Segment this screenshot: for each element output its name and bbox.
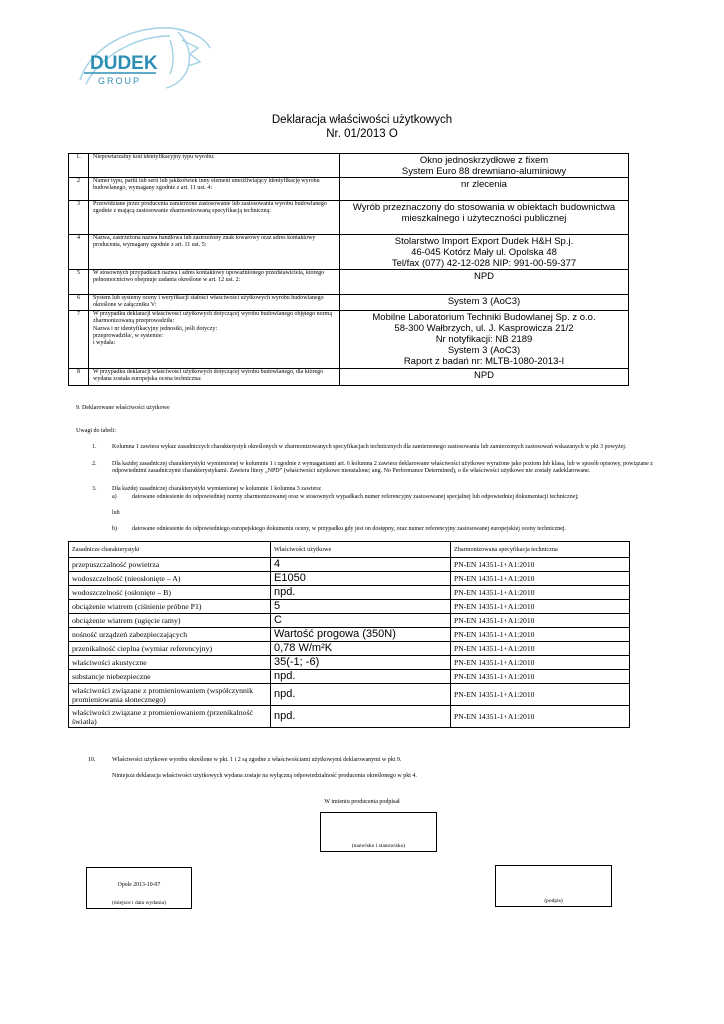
performance-value-cell: npd. — [271, 706, 451, 728]
info-row — [69, 154, 629, 178]
document-number: Nr. 01/2013 O — [326, 128, 398, 140]
info-row-value — [340, 295, 629, 311]
characteristic-cell: nośność urządzeń zabezpieczających — [69, 628, 271, 642]
specification-cell: PN-EN 14351-1+A1:2010 — [451, 670, 630, 684]
logo-brand-text: DUDEK — [90, 53, 158, 74]
info-value-line: Raport z badań nr: MLTB-1080-2013-I — [403, 355, 565, 367]
specification-cell: PN-EN 14351-1+A1:2010 — [451, 706, 630, 728]
info-row-description: W przypadku deklaracji właściwości użytkowych dotyczącej wyrobu budowlanego, dla którego wydana została europejska ocena techniczna: — [89, 368, 340, 385]
info-value-line: System 3 (AoC3) — [447, 296, 521, 307]
performance-row — [69, 600, 630, 614]
note-a-letter: a) — [112, 494, 117, 500]
info-row-number: 1. — [69, 154, 89, 178]
info-row-description: Numer typu, partii lub serii lub jakikolwiek inny element umożliwiający identyfikację wyrobu budowlanego, wymagany zgodnie z art. 11 ust. 4: — [89, 178, 340, 201]
info-row — [69, 270, 629, 295]
info-row-number: 4 — [69, 235, 89, 270]
on-behalf-label: W imieniu producenta podpisał — [324, 799, 400, 805]
note-1: Kolumna 1 zawiera wykaz zasadniczych charakterystyk określonych w zharmonizowanych specyfikacjach technicznych dla zamierzonego zastosowania lub zamierzonych zastosowań wskazanych w pkt 3 powyżej. — [112, 444, 627, 450]
performance-row — [69, 628, 630, 642]
place-date-label: (miejsce i data wydania) — [112, 900, 166, 906]
section-9-heading: 9. Deklarowane właściwości użytkowe — [76, 405, 170, 411]
performance-row — [69, 586, 630, 600]
info-row-number: 7 — [69, 310, 89, 368]
info-row-description: Przewidziane przez producenta zamierzone zastosowanie lub zastosowania wyrobu budowlanego zgodnie z mającą zastosowanie zharmonizowaną specyfikacją techniczną: — [89, 201, 340, 235]
characteristic-cell: wodoszczelność (nieosłonięte – A) — [69, 572, 271, 586]
product-info-table — [68, 153, 629, 386]
info-row-value — [340, 178, 629, 201]
info-row-value — [340, 154, 629, 178]
note-or: lub — [112, 510, 120, 516]
performance-row — [69, 684, 630, 706]
performance-row — [69, 558, 630, 572]
info-value-line: Nr notyfikacji: NB 2189 — [435, 333, 533, 345]
note-a: datowane odniesienie do odpowiedniej normy zharmonizowanej oraz w stosownych wypadkach numer referencyjny zastosowanej specjalnej lub odpowiedniej dokumentacji technicznej; — [132, 494, 579, 500]
performance-value-cell: 0,78 W/m²K — [271, 642, 451, 656]
signatory-name-box — [320, 812, 437, 852]
info-row-number: 5 — [69, 270, 89, 295]
info-row-number: 6 — [69, 295, 89, 311]
performance-value-cell: E1050 — [271, 572, 451, 586]
note-2: Dla każdej zasadniczej charakterystyki wymienionej w kolumnie 1 i zgodnie z wymaganiami art. 6 kolumna 2 zawiera deklarowane właściwości użytkowe wyrażone jako poziom lub klasa, lub w sposób opisowy, powiązane z odpowiednimi zasadniczymi charakterystykami. Zawiera litery „NPD” (właściwości użytkowe nieustalone; ang. No Performance Determined), o ile właściwości użytkowe nie zostały zadeklarowane. — [112, 461, 653, 475]
characteristic-cell: substancje niebezpieczne — [69, 670, 271, 684]
note-3-number: 3. — [92, 486, 97, 492]
info-row — [69, 235, 629, 270]
info-value-line: System 3 (AoC3) — [447, 344, 521, 356]
document-title: Deklaracja właściwości użytkowych — [271, 114, 453, 126]
info-row-number: 2 — [69, 178, 89, 201]
info-value-line: NPD — [473, 369, 495, 381]
header-specification: Zharmonizowana specyfikacja techniczna — [451, 542, 630, 558]
performance-value-cell: npd. — [271, 684, 451, 706]
note-1-number: 1. — [92, 444, 97, 450]
info-row-description: Niepowtarzalny kod identyfikacyjny typu wyrobu: — [89, 154, 340, 178]
specification-cell: PN-EN 14351-1+A1:2010 — [451, 614, 630, 628]
info-row-value — [340, 235, 629, 270]
performance-value-cell: npd. — [271, 586, 451, 600]
characteristic-cell: wodoszczelność (osłonięte – B) — [69, 586, 271, 600]
info-row — [69, 178, 629, 201]
note-3: Dla każdej zasadniczej charakterystyki wymienionej w kolumnie 1 kolumna 3 zawiera: — [112, 486, 322, 492]
specification-cell: PN-EN 14351-1+A1:2010 — [451, 586, 630, 600]
characteristic-cell: obciążenie wiatrem (ciśnienie próbne P1) — [69, 600, 271, 614]
info-row — [69, 368, 629, 385]
specification-cell: PN-EN 14351-1+A1:2010 — [451, 628, 630, 642]
info-value-line: NPD — [473, 271, 495, 282]
signature-label: (podpis) — [544, 898, 563, 904]
characteristic-cell: właściwości związane z promieniowaniem (przenikalność światła) — [69, 706, 271, 728]
performance-value-cell: npd. — [271, 670, 451, 684]
signatory-name-label: (nazwisko i stanowisko) — [351, 843, 406, 849]
info-row-value — [340, 310, 629, 368]
info-value-line: 58-300 Wałbrzych, ul. J. Kasprowicza 21/2 — [394, 322, 574, 334]
note-b: datowane odniesienie do odpowiedniego europejskiego dokumentu oceny, w przypadku gdy jest on dostępny, oraz numer referencyjny zastosowanej europejskiej oceny technicznej. — [132, 526, 567, 532]
info-row — [69, 295, 629, 311]
info-row — [69, 310, 629, 368]
info-row-value — [340, 270, 629, 295]
performance-table — [68, 541, 630, 728]
info-value-line: Tel/fax (077) 42-12-028 NIP: 991-00-59-377 — [391, 258, 577, 269]
performance-row — [69, 706, 630, 728]
specification-cell: PN-EN 14351-1+A1:2010 — [451, 684, 630, 706]
characteristic-cell: przenikalność cieplna (wymiar referencyjny) — [69, 642, 271, 656]
performance-row — [69, 642, 630, 656]
performance-row — [69, 670, 630, 684]
info-row-description: System lub systemy oceny i weryfikacji stałości właściwości użytkowych wyrobu budowlanego określone w załączniku V: — [89, 295, 340, 311]
info-row-number: 3 — [69, 201, 89, 235]
section-10-number: 10. — [88, 757, 96, 763]
responsibility-statement: Niniejsza deklaracja właściwości użytkowych wydana zostaje na wyłączną odpowiedzialność producenta określonego w pkt 4. — [112, 773, 417, 779]
performance-row — [69, 572, 630, 586]
performance-value-cell: 4 — [271, 558, 451, 572]
performance-table-header — [69, 542, 630, 558]
specification-cell: PN-EN 14351-1+A1:2010 — [451, 642, 630, 656]
performance-value-cell: 5 — [271, 600, 451, 614]
note-2-number: 2. — [92, 461, 97, 467]
info-row-description: Nazwa, zastrzeżona nazwa handlowa lub zastrzeżony znak towarowy oraz adres kontaktowy producenta, wymagany zgodnie z art. 11 ust. 5: — [89, 235, 340, 270]
note-b-letter: b) — [112, 526, 117, 532]
characteristic-cell: przepuszczalność powietrza — [69, 558, 271, 572]
performance-row — [69, 656, 630, 670]
section-10-text: Właściwości użytkowe wyrobu określone w pkt. 1 i 2 są zgodne z właściwościami użytkowymi deklarowanymi w pkt 9. — [112, 757, 402, 763]
info-value-line: Stolarstwo Import Export Dudek H&H Sp.j. — [394, 236, 574, 247]
info-value-line: System Euro 88 drewniano-aluminiowy — [401, 166, 567, 177]
info-value-line: Mobilne Laboratorium Techniki Budowlanej Sp. z o.o. — [372, 311, 596, 323]
signature-box — [495, 865, 612, 907]
characteristic-cell: właściwości akustyczne — [69, 656, 271, 670]
logo-sub-text: GROUP — [98, 76, 142, 86]
info-row-description: W przypadku deklaracji właściwości użytkowych dotyczącej wyrobu budowlanego objętego normą zharmonizowaną przeprowadziła: Nazwa i nr identyfikacyjny jednostki, jeśli dotyczy: przeprowadziła/, w systemie: i wydała: — [89, 310, 340, 368]
info-value-line: mieszkalnego i użyteczności publicznej — [401, 213, 567, 224]
header-performance: Właściwości użytkowe — [271, 542, 451, 558]
characteristic-cell: obciążenie wiatrem (ugięcie ramy) — [69, 614, 271, 628]
performance-value-cell: Wartość progowa (350N) — [271, 628, 451, 642]
info-value-line: Okno jednoskrzydłowe z fixem — [419, 155, 549, 166]
header-characteristic: Zasadnicze charakterystyki — [69, 542, 271, 558]
info-row-number: 8 — [69, 368, 89, 385]
info-value-line: nr zlecenia — [461, 179, 507, 190]
dudek-group-logo — [70, 18, 220, 100]
characteristic-cell: właściwości związane z promieniowaniem (współczynnik promieniowania słonecznego) — [69, 684, 271, 706]
info-value-line: Wyrób przeznaczony do stosowania w obiektach budownictwa — [352, 202, 616, 213]
info-row-value — [340, 368, 629, 385]
performance-row — [69, 614, 630, 628]
specification-cell: PN-EN 14351-1+A1:2010 — [451, 656, 630, 670]
info-value-line: 46-045 Kotórz Mały ul. Opolska 48 — [411, 247, 557, 258]
performance-value-cell: 35(-1; -6) — [271, 656, 451, 670]
info-row-value — [340, 201, 629, 235]
place-date-value: Opole 2013-10-07 — [117, 882, 161, 888]
specification-cell: PN-EN 14351-1+A1:2010 — [451, 572, 630, 586]
notes-heading: Uwagi do tabeli: — [76, 428, 116, 434]
specification-cell: PN-EN 14351-1+A1:2010 — [451, 600, 630, 614]
place-date-box — [86, 867, 192, 909]
specification-cell: PN-EN 14351-1+A1:2010 — [451, 558, 630, 572]
info-row — [69, 201, 629, 235]
performance-value-cell: C — [271, 614, 451, 628]
info-row-description: W stosownych przypadkach nazwa i adres kontaktowy upoważnionego przedstawiciela, którego pełnomocnictwo obejmuje zadania określone w art. 12 ust. 2: — [89, 270, 340, 295]
